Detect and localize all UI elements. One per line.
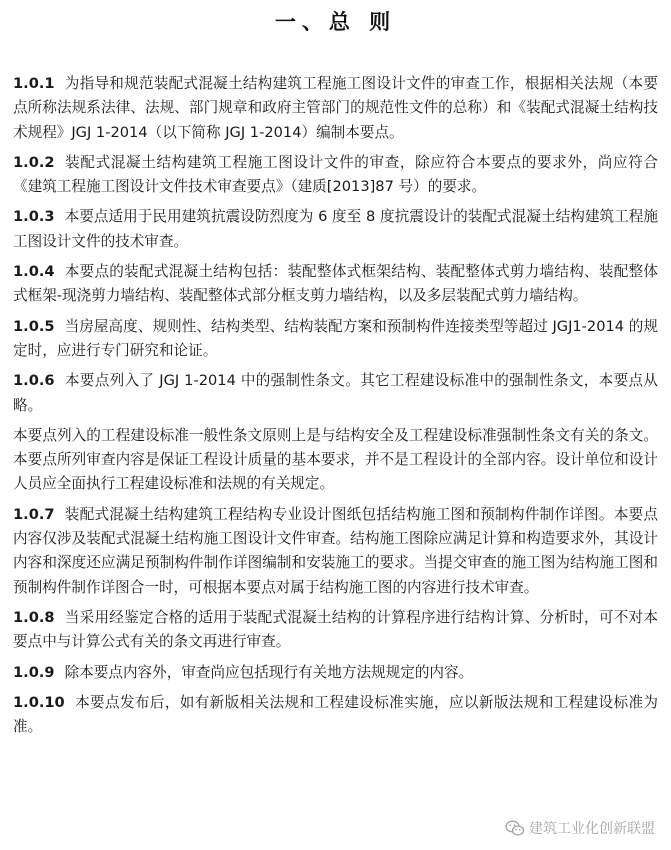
clause-number: 1.0.4	[13, 263, 55, 281]
clause-1-0-1	[13, 72, 658, 145]
clause-1-0-8	[13, 606, 658, 655]
clause-text: 本要点的装配式混凝土结构包括：装配整体式框架结构、装配整体式剪力墙结构、装配整体式框架-现浇剪力墙结构、装配整体式部分框支剪力墙结构，以及多层装配式剪力墙结构。	[13, 263, 658, 305]
clause-text: 装配式混凝土结构建筑工程结构专业设计图纸包括结构施工图和预制构件制作详图。本要点内容仅涉及装配式混凝土结构施工图设计文件审查。结构施工图除应满足计算和构造要求外，其设计内容和深度还应满足预制构件制作详图编制和安装施工的要求。当提交审查的施工图为结构施工图和预制构件制作详图合一时，可根据本要点对属于结构施工图的内容进行技术审查。	[13, 505, 658, 596]
clause-number: 1.0.9	[13, 663, 55, 681]
clause-text: 除本要点内容外，审查尚应包括现行有关地方法规规定的内容。	[64, 663, 474, 681]
clause-1-0-2	[13, 151, 658, 200]
clause-1-0-5	[13, 315, 658, 364]
clause-text: 本要点列入了 JGJ 1-2014 中的强制性条文。其它工程建设标准中的强制性条文，本要点从略。	[13, 372, 658, 414]
section-list	[13, 72, 658, 739]
clause-1-0-10	[13, 691, 658, 740]
watermark-text: 建筑工业化创新联盟	[529, 821, 655, 837]
clause-number: 1.0.10	[13, 693, 65, 711]
clause-text: 当房屋高度、规则性、结构类型、结构装配方案和预制构件连接类型等超过 JGJ1-2014 的规定时，应进行专门研究和论证。	[13, 317, 658, 359]
clause-number: 1.0.2	[13, 153, 55, 171]
watermark	[505, 818, 655, 838]
clause-number: 1.0.6	[13, 372, 55, 390]
page-title: 一、总 则	[274, 10, 397, 34]
clause-text: 装配式混凝土结构建筑工程施工图设计文件的审查，除应符合本要点的要求外，尚应符合《建筑工程施工图设计文件技术审查要点》（建质[2013]87 号）的要求。	[13, 153, 658, 196]
clause-text: 为指导和规范装配式混凝土结构建筑工程施工图设计文件的审查工作，根据相关法规（本要点所称法规系法律、法规、部门规章和政府主管部门的规范性文件的总称）和《装配式混凝土结构技术规程》JGJ 1-2014（以下简称 JGJ 1-2014）编制本要点。	[13, 75, 658, 141]
wechat-icon	[505, 820, 525, 837]
clause-text: 当采用经鉴定合格的适用于装配式混凝土结构的计算程序进行结构计算、分析时，可不对本要点中与计算公式有关的条文再进行审查。	[13, 608, 658, 651]
clause-text: 本要点发布后，如有新版相关法规和工程建设标准实施，应以新版法规和工程建设标准为准。	[13, 693, 658, 736]
clause-1-0-6	[13, 369, 658, 418]
clause-text: 本要点适用于民用建筑抗震设防烈度为 6 度至 8 度抗震设计的装配式混凝土结构建筑工程施工图设计文件的技术审查。	[13, 208, 658, 250]
clause-number: 1.0.5	[13, 317, 55, 335]
clause-number: 1.0.3	[13, 208, 55, 226]
clause-1-0-4	[13, 260, 658, 309]
clause-number: 1.0.8	[13, 608, 55, 626]
clause-1-0-6-note	[13, 424, 658, 497]
clause-1-0-7	[13, 503, 658, 600]
clause-number: 1.0.7	[13, 505, 55, 523]
clause-1-0-9	[13, 661, 658, 685]
clause-text: 本要点列入的工程建设标准一般性条文原则上是与结构安全及工程建设标准强制性条文有关的条文。本要点所列审查内容是保证工程设计质量的基本要求，并不是工程设计的全部内容。设计单位和设计人员应全面执行工程建设标准和法规的有关规定。	[13, 426, 658, 493]
clause-1-0-3	[13, 205, 658, 254]
clause-number: 1.0.1	[13, 75, 55, 92]
